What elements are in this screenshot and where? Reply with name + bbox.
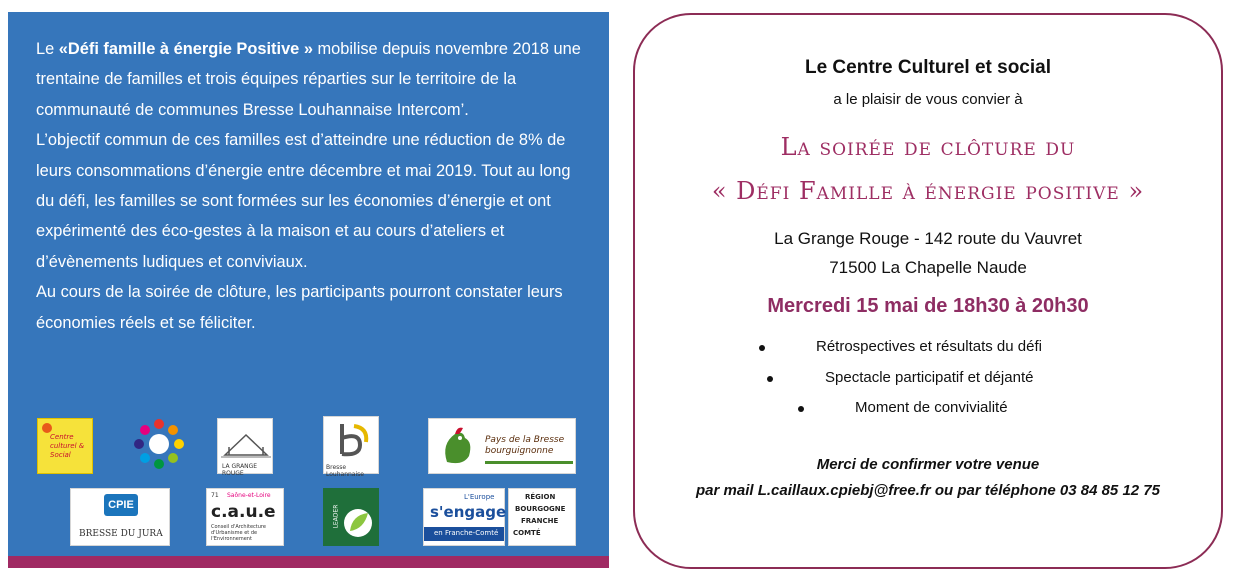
program-item: Spectacle participatif et déjanté <box>767 369 975 386</box>
logo-grange-rouge: LA GRANGE ROUGE <box>217 418 273 474</box>
cpie-badge: CPIE <box>104 494 138 516</box>
logo-bresse-louhannaise: Bresse Louhannaise <box>323 416 379 474</box>
people-circle-icon <box>131 416 187 472</box>
bullet-icon <box>798 406 804 412</box>
rsvp-contact: par mail L.caillaux.cpiebj@free.fr ou par téléphone 03 84 85 12 75 <box>696 482 1160 499</box>
logo-centre-culturel: Centre culturel & Social <box>37 418 93 474</box>
event-title-line2: « Défi Famille à énergie positive » <box>711 177 1145 205</box>
event-date: Mercredi 15 mai de 18h30 à 20h30 <box>767 295 1089 317</box>
bullet-icon <box>759 345 765 351</box>
rooster-icon <box>433 422 483 472</box>
intro-paragraph: Le «Défi famille à énergie Positive » mobilise depuis novembre 2018 une trentaine de familles et trois équipes réparties sur le territoire de la communauté de communes Bresse Louhannaise Intercom’. <box>36 40 581 119</box>
leaf-icon <box>340 505 376 541</box>
logo-europe-sengage: L'Europe s'engage en Franche-Comté <box>423 488 505 546</box>
barn-icon <box>219 423 273 463</box>
challenge-name: «Défi famille à énergie Positive » <box>58 40 313 58</box>
objective-paragraph: L’objectif commun de ces familles est d’atteindre une réduction de 8% de leurs consommations d’énergie entre décembre et mai 2019. Tout au long du défi, les familles se sont formées sur les économies d’énergie et ont expérimenté des éco-gestes à la maison et au cours d’ateliers et d’évènements ludiques et conviviaux. <box>36 131 571 271</box>
host-name: Le Centre Culturel et social <box>804 57 1051 78</box>
logo-caue: 71 Saône-et-Loire c.a.u.e Conseil d'Architecture d'Urbanisme et de l'Environnement <box>206 488 284 546</box>
info-panel <box>8 12 609 568</box>
program-item: Moment de convivialité <box>798 399 951 416</box>
logo-leader: LEADER <box>323 488 379 546</box>
invitation-card <box>633 13 1223 569</box>
logo-region-bfc: RÉGION BOURGOGNE FRANCHE COMTÉ <box>508 488 576 546</box>
logo-pays-bresse: Pays de la Bresse bourguignonne <box>428 418 576 474</box>
logo-families-circle <box>131 416 187 472</box>
program-item: Rétrospectives et résultats du défi <box>759 338 985 355</box>
address-line1: La Grange Rouge - 142 route du Vauvret <box>774 229 1082 248</box>
event-title-line1: La soirée de clôture du <box>780 133 1076 161</box>
closing-paragraph: Au cours de la soirée de clôture, les participants pourront constater leurs économies réels et se féliciter. <box>36 283 563 332</box>
bullet-icon <box>767 376 773 382</box>
logo-cpie-bresse-jura: CPIE BRESSE DU JURA <box>70 488 170 546</box>
rsvp-prompt: Merci de confirmer votre venue <box>816 456 1040 473</box>
address-line2: 71500 La Chapelle Naude <box>829 258 1027 277</box>
intro-text <box>36 34 584 338</box>
b-letter-icon <box>332 420 372 460</box>
invitation-intro: a le plaisir de vous convier à <box>833 91 1023 108</box>
bottom-strip <box>8 556 609 568</box>
